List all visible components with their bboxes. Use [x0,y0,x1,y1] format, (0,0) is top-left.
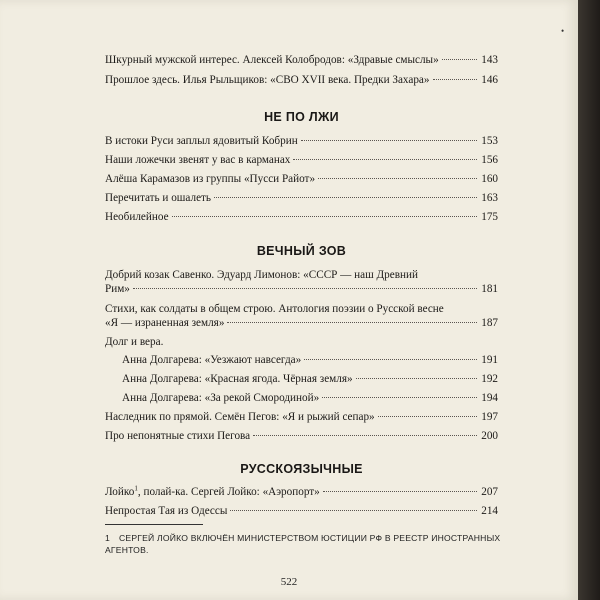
toc-entry [105,153,498,167]
entry-title: Шкурный мужской интерес. Алексей Колобродов: «Здравые смыслы» [105,54,439,66]
leader-dots [322,397,477,398]
footnote-rule [105,524,203,525]
entry-page: 207 [481,486,498,498]
toc-subentry [122,372,498,386]
entry-title: В истоки Руси заплыл ядовитый Кобрин [105,135,298,147]
entry-title-part: , полай-ка. Сергей Лойко: «Аэропорт» [137,486,320,498]
book-edge [578,0,600,600]
toc-entry [105,410,498,424]
toc-entry [105,302,498,330]
toc-subentry [122,353,498,367]
toc-subentry [122,391,498,405]
leader-dots [172,216,477,217]
toc-entry [105,210,498,224]
footnote [105,532,505,556]
entry-title: Алёша Карамазов из группы «Пусси Райот» [105,173,316,185]
toc-entry [105,268,498,296]
entry-title-line: Добрий козак Савенко. Эдуард Лимонов: «СССР — наш Древний [105,269,418,281]
entry-title: Анна Долгарева: «Красная ягода. Чёрная земля» [122,373,353,385]
entry-page: 156 [481,154,498,166]
leader-dots [227,322,477,323]
toc-entry [105,53,498,67]
entry-page: 214 [481,505,498,517]
entry-title-part: Лойко [105,486,135,498]
section-heading: РУССКОЯЗЫЧНЫЕ [240,462,363,476]
entry-page: 187 [481,317,498,329]
toc-entry [105,73,498,87]
entry-page: 163 [481,192,498,204]
entry-page: 143 [481,54,498,66]
leader-dots [301,140,477,141]
toc-entry [105,485,498,499]
entry-title-line: Стихи, как солдаты в общем строю. Антология поэзии о Русской весне [105,303,444,315]
corner-mark: • [561,26,565,36]
entry-page: 200 [481,430,498,442]
leader-dots [378,416,477,417]
entry-title: Необилейное [105,211,169,223]
entry-page: 191 [481,354,498,366]
entry-page: 192 [481,373,498,385]
leader-dots [433,79,478,80]
leader-dots [293,159,477,160]
toc-entry [105,429,498,443]
group-label: Долг и вера. [105,336,164,348]
entry-continuation [105,316,498,330]
leader-dots [323,491,477,492]
leader-dots [442,59,477,60]
section-heading: ВЕЧНЫЙ ЗОВ [256,244,347,258]
entry-page: 194 [481,392,498,404]
entry-title: Наши ложечки звенят у вас в карманах [105,154,291,166]
leader-dots [356,378,477,379]
entry-title: Анна Долгарева: «Уезжают навсегда» [122,354,302,366]
entry-page: 175 [481,211,498,223]
leader-dots [253,435,477,436]
leader-dots [133,288,477,289]
entry-page: 197 [481,411,498,423]
toc-entry [105,172,498,186]
entry-page: 146 [481,74,498,86]
entry-title: Про непонятные стихи Пегова [105,430,251,442]
footnote-text: СЕРГЕЙ ЛОЙКО ВКЛЮЧЁН МИНИСТЕРСТВОМ ЮСТИЦИИ РФ В РЕЕСТР ИНОСТРАННЫХ АГЕНТОВ. [105,533,501,555]
toc-entry [105,191,498,205]
entry-title-line: Рим» [105,283,130,295]
leader-dots [214,197,477,198]
leader-dots [230,510,477,511]
entry-page: 153 [481,135,498,147]
entry-title: Наследник по прямой. Семён Пегов: «Я и рыжий сепар» [105,411,375,423]
leader-dots [304,359,477,360]
entry-title [105,485,320,499]
entry-page: 160 [481,173,498,185]
toc-entry [105,134,498,148]
entry-title: Анна Долгарева: «За рекой Смородиной» [122,392,320,404]
entry-title-line: «Я — израненная земля» [105,317,225,329]
leader-dots [318,178,477,179]
entry-title: Непростая Тая из Одессы [105,505,228,517]
toc-entry [105,504,498,518]
entry-page: 181 [481,283,498,295]
page-number: 522 [280,576,298,588]
entry-continuation [105,282,498,296]
entry-title: Прошлое здесь. Илья Рыльщиков: «СВО XVII века. Предки Захара» [105,74,430,86]
footnote-number: 1 [105,533,110,543]
section-heading: НЕ ПО ЛЖИ [264,110,339,124]
entry-title: Перечитать и ошалеть [105,192,212,204]
footnote-marker: 1 [134,484,138,493]
